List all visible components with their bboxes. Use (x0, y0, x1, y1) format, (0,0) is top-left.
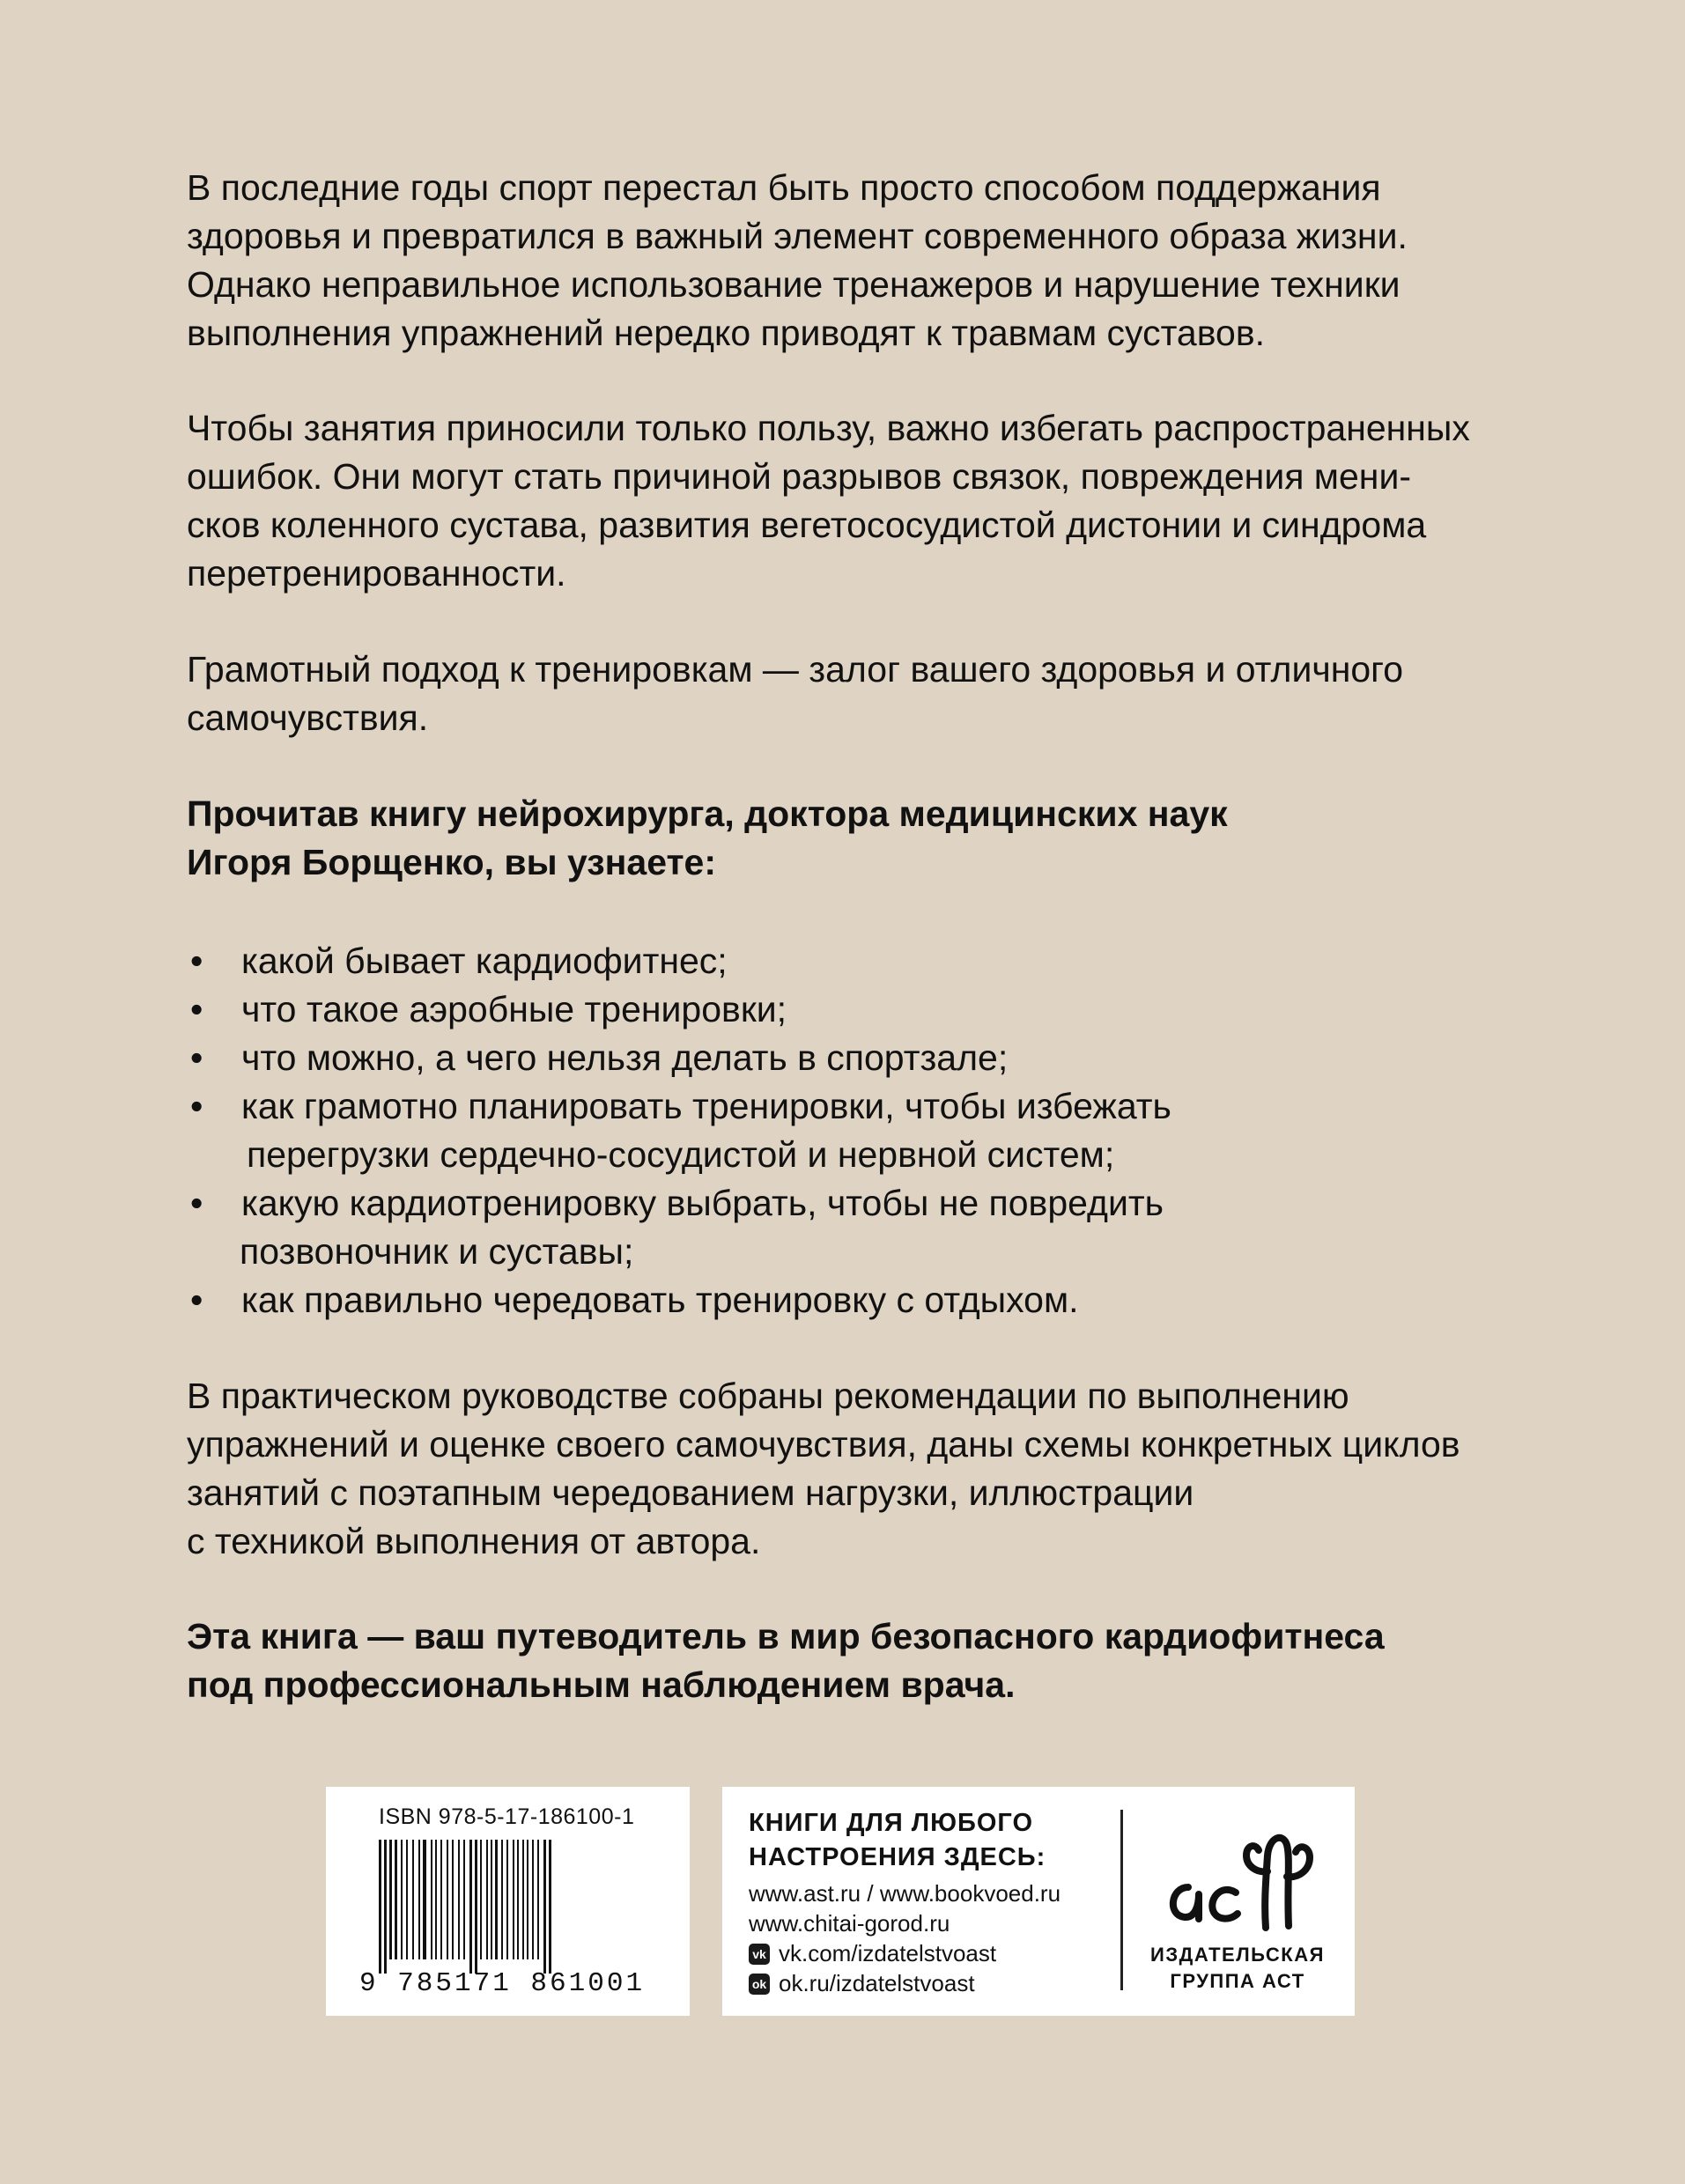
barcode-bar (395, 1840, 397, 1959)
barcode-bar (423, 1840, 426, 1959)
barcode-bar (447, 1840, 448, 1959)
text-line: В последние годы спорт перестал быть просто способом поддержания (187, 167, 1381, 208)
website-link-ast-bookvoed[interactable]: www.ast.ru / www.bookvoed.ru (749, 1880, 1061, 1907)
barcode-bar (431, 1840, 432, 1959)
barcode-bar (406, 1840, 408, 1959)
logo-caption (1141, 1942, 1334, 1995)
list-item: что можно, а чего нельзя делать в спортзале; (241, 1037, 1009, 1078)
barcode-bar (379, 1840, 381, 1974)
bullet-marker: • (190, 1037, 203, 1078)
text-line: Грамотный подход к тренировкам — залог вашего здоровья и отличного (187, 649, 1404, 690)
bullet-marker: • (190, 941, 203, 981)
barcode-bar (513, 1840, 514, 1959)
text-line: Прочитав книгу нейрохирурга, доктора медицинских наук (187, 793, 1228, 834)
vk-icon: vk (749, 1944, 770, 1965)
barcode-bar (452, 1840, 454, 1959)
intro-bold (187, 790, 1614, 887)
barcode-bar (435, 1840, 437, 1959)
text-line: Эта книга — ваш путеводитель в мир безопасного кардиофитнеса (187, 1616, 1385, 1656)
barcode-bar (537, 1840, 539, 1959)
vk-link[interactable] (749, 1938, 1061, 1968)
barcode-bar (549, 1840, 551, 1974)
barcode-bar (418, 1840, 420, 1959)
list-item: какую кардиотренировку выбрать, чтобы не повредить (241, 1183, 1164, 1223)
barcode-bar (491, 1840, 492, 1959)
barcode-bar (517, 1840, 519, 1959)
text-line: ошибок. Они могут стать причиной разрывов связок, повреждения мени- (187, 456, 1411, 497)
ast-logo-icon (1158, 1806, 1326, 1938)
ok-link-text: ok.ru/izdatelstvoast (779, 1970, 975, 1996)
list-item: что такое аэробные тренировки; (241, 989, 787, 1029)
publisher-heading (749, 1806, 1046, 1875)
barcode-bar (527, 1840, 528, 1959)
barcode-icon (379, 1840, 643, 1974)
text-line: Чтобы занятия приносили только пользу, важно избегать распространенных (187, 408, 1470, 448)
text-line: занятий с поэтапным чередованием нагрузки, иллюстрации (187, 1472, 1194, 1513)
panel-divider (1120, 1810, 1123, 1990)
barcode-bar (495, 1840, 498, 1959)
text-line: под профессиональным наблюдением врача. (187, 1664, 1016, 1705)
text-line: с техникой выполнения от автора. (187, 1521, 761, 1561)
barcode-bar (475, 1840, 477, 1974)
barcode-bar (384, 1840, 387, 1974)
logo-caption-line: ГРУППА АСТ (1170, 1970, 1305, 1992)
bullet-marker: • (190, 989, 203, 1029)
barcode-bar (458, 1840, 460, 1959)
heading-line: КНИГИ ДЛЯ ЛЮБОГО (749, 1809, 1034, 1837)
text-line: Однако неправильное использование тренажеров и нарушение техники (187, 264, 1400, 305)
barcode-bar (486, 1840, 488, 1959)
list-item-continuation: перегрузки сердечно-сосудистой и нервной систем; (247, 1134, 1115, 1175)
list-item-continuation: позвоночник и суставы; (240, 1231, 634, 1272)
bullet-marker: • (190, 1280, 203, 1320)
isbn-label: ISBN 978-5-17-186100-1 (379, 1804, 635, 1829)
text-line: В практическом руководстве собраны рекомендации по выполнению (187, 1376, 1349, 1416)
barcode-bar (412, 1840, 414, 1959)
paragraph-mistakes (187, 404, 1614, 598)
list-item: как грамотно планировать тренировки, чтобы избежать (241, 1086, 1171, 1126)
paragraph-approach (187, 646, 1614, 742)
list-item: как правильно чередовать тренировку с отдыхом. (241, 1280, 1079, 1320)
text-line: сков коленного сустава, развития вегетососудистой дистонии и синдрома (187, 505, 1427, 545)
barcode-bar (543, 1840, 546, 1974)
barcode-bar (469, 1840, 472, 1974)
list-item: какой бывает кардиофитнес; (241, 941, 728, 981)
ok-link[interactable] (749, 1968, 1061, 1998)
barcode-bar (501, 1840, 503, 1959)
barcode-bar (532, 1840, 534, 1959)
barcode-bar (440, 1840, 442, 1959)
text-line: Игоря Борщенко, вы узнаете: (187, 842, 717, 882)
heading-line: НАСТРОЕНИЯ ЗДЕСЬ: (749, 1843, 1046, 1871)
closing-bold (187, 1612, 1614, 1709)
website-link-chitai-gorod[interactable]: www.chitai-gorod.ru (749, 1910, 950, 1937)
bullet-marker: • (190, 1086, 203, 1126)
ok-icon: ok (749, 1974, 770, 1995)
text-line: здоровья и превратился в важный элемент современного образа жизни. (187, 216, 1408, 256)
publisher-panel (722, 1787, 1355, 2016)
logo-caption-line: ИЗДАТЕЛЬСКАЯ (1150, 1944, 1325, 1966)
text-line: упражнений и оценке своего самочувствия, даны схемы конкретных циклов (187, 1424, 1460, 1465)
barcode-bar (463, 1840, 465, 1959)
text-line: перетренированности. (187, 553, 566, 594)
text-line: самочувствия. (187, 697, 429, 738)
bullet-marker: • (190, 1183, 203, 1223)
barcode-bar (506, 1840, 508, 1959)
barcode-bar (522, 1840, 524, 1959)
isbn-digits: 9 785171 861001 (359, 1968, 646, 1999)
barcode-bar (480, 1840, 482, 1959)
publisher-links (749, 1878, 1061, 1998)
vk-link-text: vk.com/izdatelstvoast (779, 1940, 997, 1966)
barcode-bar (401, 1840, 403, 1959)
paragraph-intro (187, 164, 1614, 358)
barcode-bar (389, 1840, 392, 1959)
paragraph-guide (187, 1372, 1614, 1566)
isbn-barcode-panel (326, 1787, 690, 2016)
text-line: выполнения упражнений нередко приводят к травмам суставов. (187, 313, 1266, 353)
